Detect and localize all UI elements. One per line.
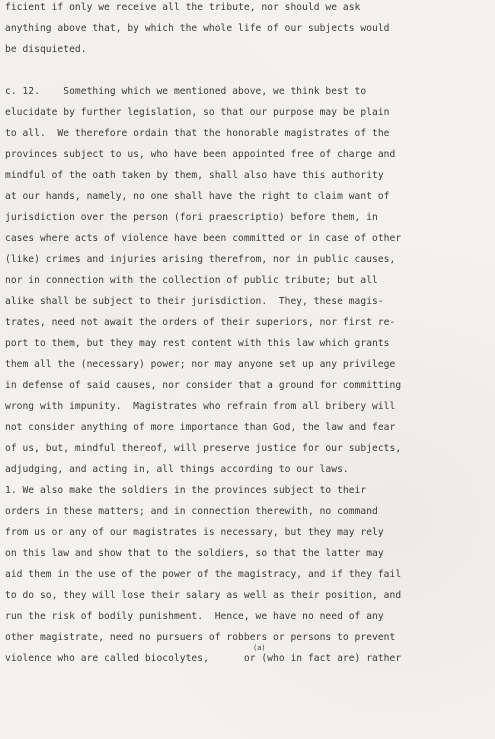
- text-line: ficient if only we receive all the tribute, nor should we ask: [5, 2, 361, 13]
- text-line: of us, but, mindful thereof, will preserve justice for our subjects,: [5, 443, 402, 454]
- text-line: nor in connection with the collection of public tribute; but all: [5, 275, 378, 286]
- section-heading-line: c. 12. Something which we mentioned above, we think best to: [5, 86, 367, 97]
- text-line: violence who are called biocolytes, or (who in fact are) rather: [5, 653, 402, 664]
- text-line: on this law and show that to the soldiers, so that the latter may: [5, 548, 384, 559]
- text-line: port to them, but they may rest content with this law which grants: [5, 338, 390, 349]
- text-line: alike shall be subject to their jurisdiction. They, these magis-: [5, 296, 384, 307]
- text-line: wrong with impunity. Magistrates who refrain from all bribery will: [5, 401, 396, 412]
- text-line: other magistrate, need no pursuers of robbers or persons to prevent: [5, 632, 396, 643]
- text-line: to all. We therefore ordain that the honorable magistrates of the: [5, 128, 390, 139]
- text-line: them all the (necessary) power; nor may anyone set up any privilege: [5, 359, 396, 370]
- text-line: trates, need not await the orders of their superiors, nor first re-: [5, 317, 396, 328]
- text-line: jurisdiction over the person (fori praescriptio) before them, in: [5, 212, 378, 223]
- footnote-marker: (a): [253, 644, 266, 652]
- text-line: be disquieted.: [5, 44, 87, 55]
- text-line: orders in these matters; and in connection therewith, no command: [5, 506, 378, 517]
- text-line: provinces subject to us, who have been appointed free of charge and: [5, 149, 396, 160]
- text-line: in defense of said causes, nor consider that a ground for committing: [5, 380, 402, 391]
- text-line: run the risk of bodily punishment. Hence, we have no need of any: [5, 611, 384, 622]
- text-line: anything above that, by which the whole life of our subjects would: [5, 23, 390, 34]
- text-line: 1. We also make the soldiers in the provinces subject to their: [5, 485, 367, 496]
- text-line: not consider anything of more importance than God, the law and fear: [5, 422, 396, 433]
- text-line: adjudging, and acting in, all things according to our laws.: [5, 464, 349, 475]
- text-line: cases where acts of violence have been committed or in case of other: [5, 233, 402, 244]
- text-line: at our hands, namely, no one shall have the right to claim want of: [5, 191, 390, 202]
- text-line: from us or any of our magistrates is necessary, but they may rely: [5, 527, 384, 538]
- text-line: to do so, they will lose their salary as well as their position, and: [5, 590, 402, 601]
- text-line: (like) crimes and injuries arising therefrom, nor in public causes,: [5, 254, 396, 265]
- text-line: elucidate by further legislation, so that our purpose may be plain: [5, 107, 390, 118]
- text-line: aid them in the use of the power of the magistracy, and if they fail: [5, 569, 402, 580]
- text-line: mindful of the oath taken by them, shall also have this authority: [5, 170, 384, 181]
